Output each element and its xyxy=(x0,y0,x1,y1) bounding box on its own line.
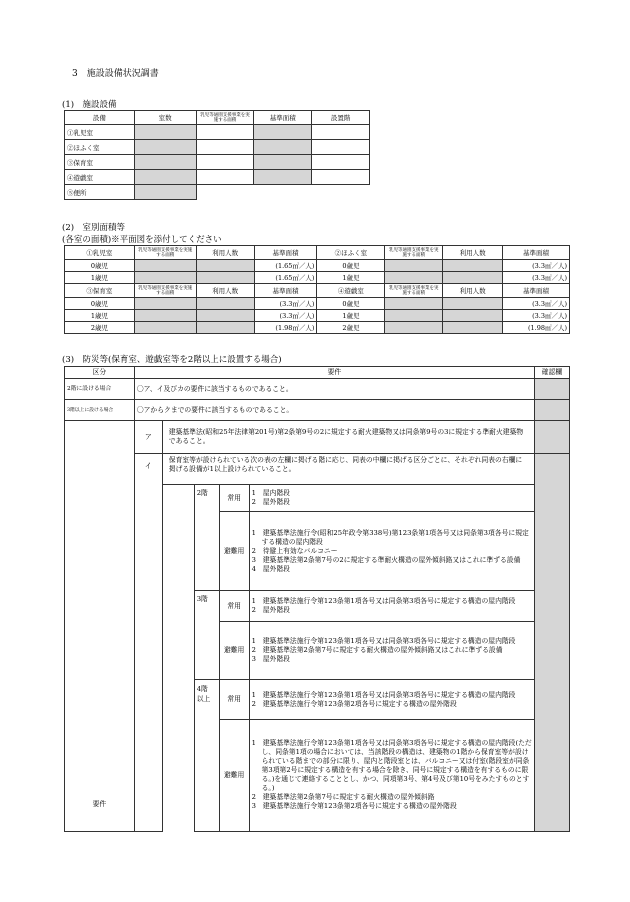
header-shitsusu: 室数 xyxy=(134,111,196,125)
floor3-label: 3階以上に設ける場合 xyxy=(65,400,135,421)
f2-hinan-list xyxy=(249,512,534,591)
floor-2f: 2階 xyxy=(194,485,219,591)
std-header: 基準面積 xyxy=(254,246,317,260)
list-item: 2 建築基準法施行令第123条第2項各号に規定する構造の屋外階段 xyxy=(251,699,457,708)
section3-heading: (3) 防災等(保育室、遊戯室等を2階以上に設置する場合) xyxy=(62,355,282,365)
row-label: ③保育室 xyxy=(65,155,135,170)
header-area: 乳児等通園支援事業を実施する面積 xyxy=(196,111,254,125)
check-cell xyxy=(535,454,570,832)
check-cell xyxy=(535,420,570,453)
req-label: 要件 xyxy=(65,420,135,831)
section1-heading: (1) 施設設備 xyxy=(62,100,117,110)
list-item: 2 待避上有効なバルコニー xyxy=(251,546,338,555)
joyo-label: 常用 xyxy=(219,591,249,622)
room-infant: ①乳児室 xyxy=(65,246,135,260)
row-label: ⑤便所 xyxy=(65,185,135,200)
floor3-text: 〇アからクまでの要件に該当するものであること。 xyxy=(134,400,534,421)
list-item: 1 建築基準法施行令第123条第1項各号又は同条第3項各号に規定する構造の屋内階段 xyxy=(251,690,516,699)
section2-note: (各室の面積)※平面図を添付してください xyxy=(62,235,222,245)
area-header: 乳児等通園支援事業を実施する面積 xyxy=(134,284,196,298)
list-item: 3 屋外階段 xyxy=(251,655,290,664)
req-i-text: 保育室等が設けられている次の表の左欄に掲げる階に応じ、同表の中欄に掲げる区分ごとに、それぞれ同表の右欄に掲げる設備が1以上設けられていること。 xyxy=(162,454,534,485)
row-label: ④遊戯室 xyxy=(65,170,135,185)
floor-4f-label: 4階 xyxy=(196,685,208,694)
area-header: 乳児等通園支援事業を実施する面積 xyxy=(385,284,443,298)
header-floor: 設置階 xyxy=(312,111,370,125)
joyo-label: 常用 xyxy=(219,485,249,512)
std-header: 基準面積 xyxy=(254,284,317,298)
floor-4f-label2: 以上 xyxy=(196,695,211,704)
floor-4f xyxy=(194,680,219,832)
input-cell[interactable] xyxy=(312,125,370,140)
age-label: 1歳児 xyxy=(65,272,135,284)
list-item: 3 建築基準法施行令第123条第2項各号に規定する構造の屋外階段 xyxy=(251,802,457,811)
std-value: (1.98㎡／人) xyxy=(503,322,570,334)
age-label: 0歳児 xyxy=(65,260,135,272)
list-item: 1 屋内階段 xyxy=(251,489,290,498)
room-nursery: ③保育室 xyxy=(65,284,135,298)
input-cell[interactable] xyxy=(196,125,254,140)
age-label: 0歳児 xyxy=(65,298,135,310)
floor2-text: 〇ア、イ及びカの要件に該当するものであること。 xyxy=(134,379,534,400)
input-cell[interactable] xyxy=(312,140,370,155)
hinan-label: 避難用 xyxy=(219,622,249,680)
std-value: (1.65㎡／人) xyxy=(254,260,317,272)
f3-joyo-list xyxy=(249,591,534,622)
std-value: (3.3㎡／人) xyxy=(503,310,570,322)
header-check: 確認欄 xyxy=(535,367,570,379)
users-header: 利用人数 xyxy=(196,246,254,260)
list-item: 2 建築基準法第2条第7号に規定する耐火構造の屋外傾斜路 xyxy=(251,793,435,802)
age-label: 2歳児 xyxy=(65,322,135,334)
area-header: 乳児等通園支援事業を実施する面積 xyxy=(385,246,443,260)
header-yoken: 要件 xyxy=(134,367,534,379)
age-label: 1歳児 xyxy=(317,310,385,322)
list-item: 4 屋外階段 xyxy=(251,564,290,573)
disaster-prevention-table xyxy=(64,366,570,832)
list-item: 2 屋外階段 xyxy=(251,606,290,615)
req-a-text: 建築基準法(昭和25年法律第201号)第2条第9号の2に規定する耐火建築物又は同条第9号の3に規定する準耐火建築物であること。 xyxy=(162,420,534,453)
mark-i: イ xyxy=(134,454,162,832)
list-item: 1 建築基準法施行令第123条第1項各号又は同条第3項各号に規定する構造の屋内階段 xyxy=(251,637,516,646)
std-value: (3.3㎡／人) xyxy=(254,310,317,322)
row-label: ①乳児室 xyxy=(65,125,135,140)
age-label: 0歳児 xyxy=(317,260,385,272)
room-area-table xyxy=(64,245,570,334)
input-cell[interactable] xyxy=(312,170,370,185)
age-label: 2歳児 xyxy=(317,322,385,334)
input-cell[interactable] xyxy=(196,155,254,170)
std-value: (3.3㎡／人) xyxy=(503,298,570,310)
list-item: 2 屋外階段 xyxy=(251,498,290,507)
header-setsubi: 設備 xyxy=(65,111,135,125)
input-cell[interactable] xyxy=(312,155,370,170)
f2-joyo-list xyxy=(249,485,534,512)
room-crawl: ②ほふく室 xyxy=(317,246,385,260)
row-label: ②ほふく室 xyxy=(65,140,135,155)
header-std-area: 基準面積 xyxy=(254,111,312,125)
hinan-label: 避難用 xyxy=(219,512,249,591)
area-header: 乳児等通園支援事業を実施する面積 xyxy=(134,246,196,260)
page-title: 3 施設設備状況調書 xyxy=(72,69,159,79)
std-value: (1.98㎡／人) xyxy=(254,322,317,334)
users-header: 利用人数 xyxy=(443,246,503,260)
joyo-label: 常用 xyxy=(219,680,249,719)
check-cell xyxy=(535,379,570,400)
hinan-label: 避難用 xyxy=(219,719,249,831)
age-label: 1歳児 xyxy=(317,272,385,284)
floor-3f: 3階 xyxy=(194,591,219,680)
std-value: (3.3㎡／人) xyxy=(503,272,570,284)
room-play: ④遊戯室 xyxy=(317,284,385,298)
list-item: 1 建築基準法施行令第123条第1項各号又は同条第3項各号に規定する構造の屋内階段(ただし、同条第1項の場合においては、当該階段の構造は、建築物の1階から保育室等が設けられている階までの部分に限り、屋内と階段室とは、バルコニー又は付室(階段室が同条第3項第2号に規定する構造を有する場合を除き、同号に規定する構造を有するものに限る。)を通じて連絡することとし、かつ、同項第3号、第4号及び第10号をみたすものとする。) xyxy=(251,739,532,793)
facilities-table xyxy=(64,110,370,200)
mark-a: ア xyxy=(134,420,162,453)
age-label: 1歳児 xyxy=(65,310,135,322)
list-item: 1 建築基準法施行令第123条第1項各号又は同条第3項各号に規定する構造の屋内階段 xyxy=(251,597,516,606)
floor2-label: 2階に設ける場合 xyxy=(65,379,135,400)
f4-joyo-list xyxy=(249,680,534,719)
section2-heading: (2) 室別面積等 xyxy=(62,223,126,233)
std-header: 基準面積 xyxy=(503,246,570,260)
users-header: 利用人数 xyxy=(443,284,503,298)
users-header: 利用人数 xyxy=(196,284,254,298)
list-item: 3 建築基準法第2条第7号の2に規定する準耐火構造の屋外傾斜路又はこれに準ずる設備 xyxy=(251,555,521,564)
f3-hinan-list xyxy=(249,622,534,680)
std-value: (3.3㎡／人) xyxy=(254,298,317,310)
list-item: 2 建築基準法第2条第7号に規定する耐火構造の屋外傾斜路又はこれに準ずる設備 xyxy=(251,646,503,655)
std-header: 基準面積 xyxy=(503,284,570,298)
header-kubun: 区分 xyxy=(65,367,135,379)
std-value: (1.65㎡／人) xyxy=(254,272,317,284)
list-item: 1 建築基準法施行令(昭和25年政令第338号)第123条第1項各号又は同条第3項各号に規定する構造の屋内階段 xyxy=(251,528,529,546)
check-cell xyxy=(535,400,570,421)
std-value: (3.3㎡／人) xyxy=(503,260,570,272)
f4-hinan-list xyxy=(249,719,534,831)
input-cell[interactable] xyxy=(196,140,254,155)
age-label: 0歳児 xyxy=(317,298,385,310)
input-cell[interactable] xyxy=(196,170,254,185)
